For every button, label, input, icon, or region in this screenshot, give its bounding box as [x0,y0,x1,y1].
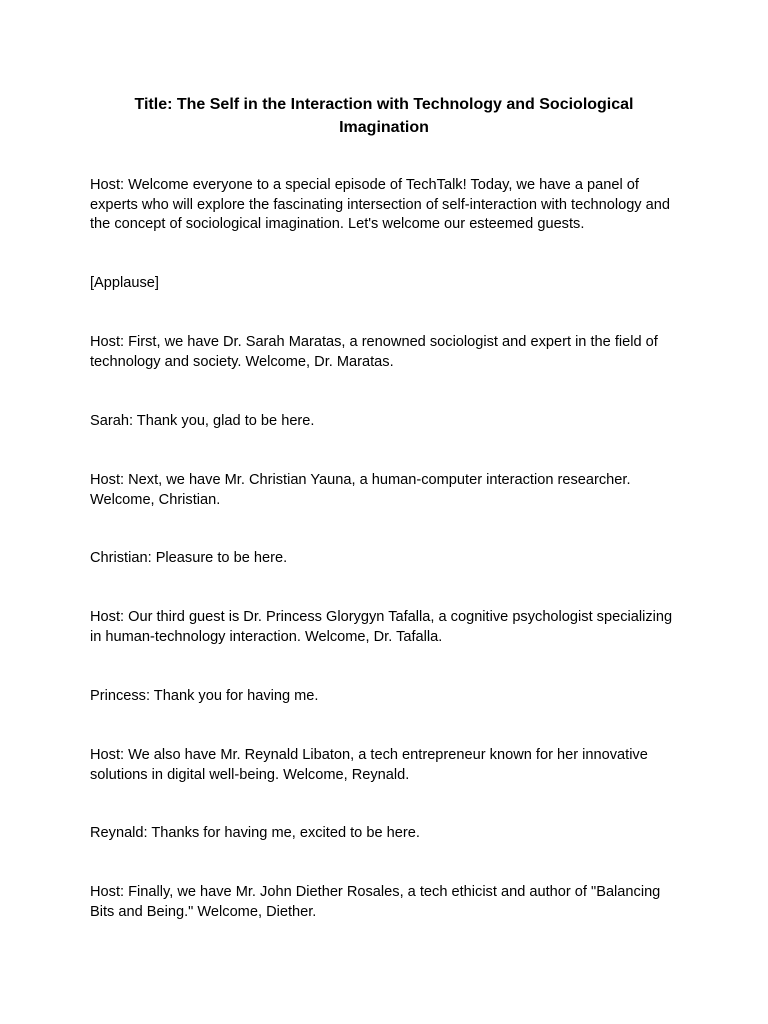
paragraph-host-sarah: Host: First, we have Dr. Sarah Maratas, a renowned sociologist and expert in the field of technology and society. Welcome, Dr. Maratas. [90,334,658,370]
paragraph-host-princess: Host: Our third guest is Dr. Princess Glorygyn Tafalla, a cognitive psychologist specializing in human-technology interaction. Welcome, Dr. Tafalla. [90,609,673,645]
paragraph-host-christian: Host: Next, we have Mr. Christian Yauna, a human-computer interaction researcher. Welcome, Christian. [90,472,631,508]
paragraph-host-diether: Host: Finally, we have Mr. John Diether Rosales, a tech ethicist and author of "Balancing Bits and Being." Welcome, Diether. [90,884,661,920]
paragraph-sarah-reply: Sarah: Thank you, glad to be here. [90,413,315,429]
paragraph-reynald-reply: Reynald: Thanks for having me, excited to be here. [90,825,420,841]
document-title: Title: The Self in the Interaction with Technology and Sociological Imagination [134,96,634,136]
paragraph-host-reynald: Host: We also have Mr. Reynald Libaton, a tech entrepreneur known for her innovative solutions in digital well-being. Welcome, Reynald. [90,747,648,783]
paragraph-applause: [Applause] [90,275,159,291]
paragraph-princess-reply: Princess: Thank you for having me. [90,688,319,704]
paragraph-host-welcome: Host: Welcome everyone to a special episode of TechTalk! Today, we have a panel of experts who will explore the fascinating intersection of self-interaction with technology and the concept of sociological imagination. Let's welcome our esteemed guests. [90,177,671,232]
paragraph-christian-reply: Christian: Pleasure to be here. [90,550,288,566]
